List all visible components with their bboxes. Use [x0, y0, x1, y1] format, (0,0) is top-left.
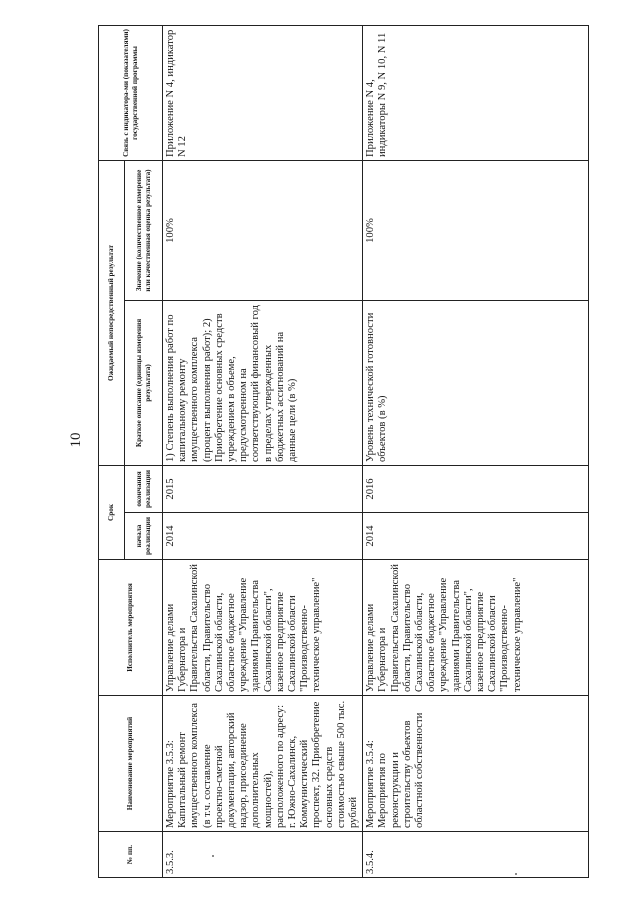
row-executor: Управление делами Губернатора и Правительства Сахалинской области, Правительство Сахалинской области, областное бюджетное учреждение "Управление зданиями Правительства Сахалинской области", казенное предприятие Сахалинской области "Производственно-техническое управление" — [363, 560, 589, 696]
row-start: 2014 — [363, 513, 589, 560]
header-executor: Исполнитель мероприятия — [99, 560, 163, 696]
row-link: Приложение N 4, индикаторы N 9, N 10, N 11 — [363, 26, 589, 161]
page-number: 10 — [68, 432, 84, 448]
table-row — [363, 26, 589, 878]
header-result: Ожидаемый непосредственный результат — [99, 161, 125, 466]
row-executor: Управление делами Губернатора и Правительства Сахалинской области, Правительство Сахалинской области, областное бюджетное учреждение "Управление зданиями Правительства Сахалинской области", казенное предприятие Сахалинской области "Производственно-техническое управление" — [163, 560, 363, 696]
row-start: 2014 — [163, 513, 363, 560]
row-value: 100% — [363, 161, 589, 301]
row-num: 3.5.4. — [363, 832, 589, 878]
header-name: Наименование мероприятий — [99, 696, 163, 832]
header-link: Связь с индикатора-ми (показателями) государственной программы — [99, 26, 163, 161]
row-end: 2016 — [363, 466, 589, 513]
header-num: № пп. — [99, 832, 163, 878]
row-desc: 1) Степень выполнения работ по капитальному ремонту имущественного комплекса (процент выполнения работ); 2) Приобретение основных средств учреждением в объеме, предусмотренном на соответствующий финансовый год в пределах утвержденных бюджетных ассигнований на данные цели (в %) — [163, 301, 363, 466]
header-term: Срок — [99, 466, 125, 560]
rotated-table-wrapper — [98, 26, 572, 878]
program-measures-table — [98, 25, 589, 878]
row-num: 3.5.3. — [163, 832, 363, 878]
table-row — [163, 26, 363, 878]
row-desc: Уровень технической готовности объектов (в %) — [363, 301, 589, 466]
row-name: Мероприятие 3.5.3: Капитальный ремонт имущественного комплекса (в т.ч. составление проектно-сметной документации, авторский надзор, присоединение дополнительных мощностей), расположенного по адресу: г. Южно-Сахалинск, Коммунистический проспект, 32. Приобретение основных средств стоимостью свыше 500 тыс. рублей — [163, 696, 363, 832]
scan-speck — [212, 855, 214, 857]
header-row-1 — [99, 26, 125, 878]
header-result-desc: Краткое описание (единицы измерения результата) — [125, 301, 163, 466]
header-result-value: Значение (количественное измерение или качественная оценка результата) — [125, 161, 163, 301]
row-end: 2015 — [163, 466, 363, 513]
row-name: Мероприятие 3.5.4: Мероприятия по реконструкции и строительству объектов областной собственности — [363, 696, 589, 832]
scan-speck — [515, 873, 517, 875]
row-value: 100% — [163, 161, 363, 301]
header-term-end: окончания реализации — [125, 466, 163, 513]
header-term-start: начала реализации — [125, 513, 163, 560]
row-link: Приложение N 4, индикатор N 12 — [163, 26, 363, 161]
